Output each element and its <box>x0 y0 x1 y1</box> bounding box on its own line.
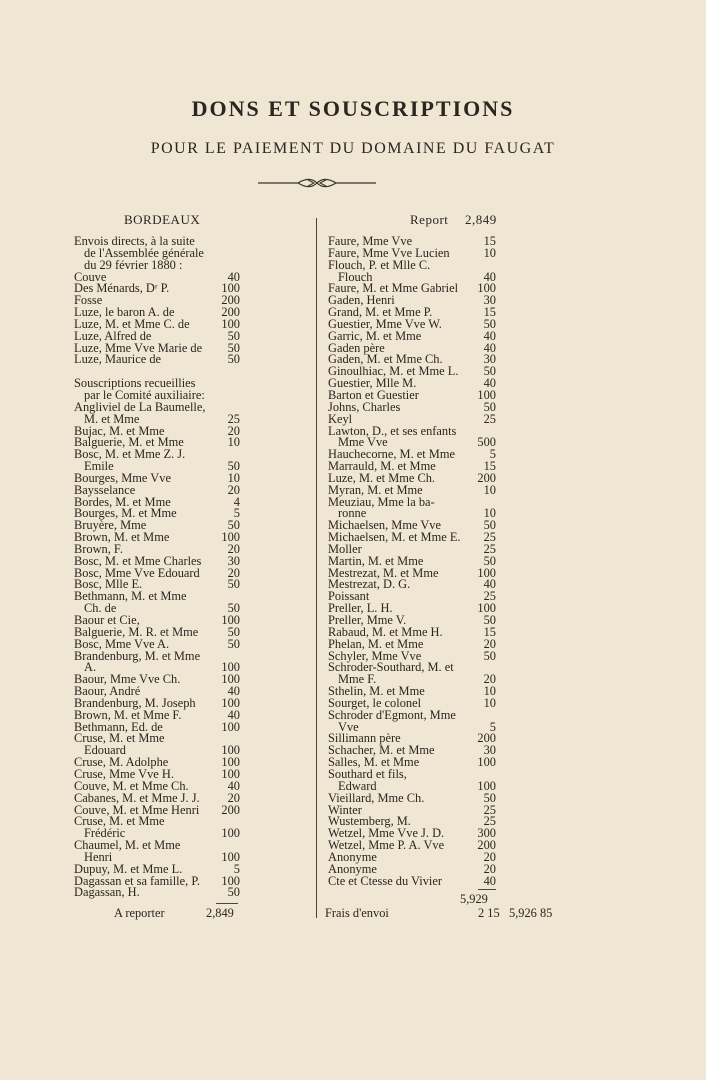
left-column-heading: BORDEAUX <box>124 212 201 227</box>
donor-name: Balguerie, M. et Mme <box>74 435 184 450</box>
donor-name: Sthelin, M. et Mme <box>328 684 425 699</box>
donor-name: Envois directs, à la suite <box>74 234 195 248</box>
donation-amount: 50 <box>483 553 496 568</box>
donor-name: Rabaud, M. et Mme H. <box>328 624 443 639</box>
donation-amount: 40 <box>227 684 240 699</box>
donation-amount: 25 <box>483 411 496 426</box>
donor-name: Couve, M. et Mme Henri <box>74 802 200 817</box>
donation-amount: 50 <box>227 352 240 367</box>
donor-name: Ginoulhiac, M. et Mme L. <box>328 364 459 379</box>
donor-name: par le Comité auxiliaire: <box>84 387 205 402</box>
donor-name: Martin, M. et Mme <box>328 553 424 568</box>
donation-amount: 100 <box>221 873 240 888</box>
donation-amount: 15 <box>483 459 496 474</box>
donation-amount: 50 <box>483 399 496 414</box>
donor-name: Cruse, Mme Vve H. <box>74 766 174 781</box>
donation-amount: 50 <box>227 340 240 355</box>
donor-name: Mestrezat, M. et Mme <box>328 565 439 580</box>
donor-name: Myran, M. et Mme <box>328 482 423 497</box>
donor-name: Faure, Mme Vve <box>328 234 413 248</box>
donation-amount: 200 <box>221 802 240 817</box>
donor-name: Michaelsen, M. et Mme E. <box>328 530 461 545</box>
left-total-rule <box>216 903 238 904</box>
donation-amount: 50 <box>483 648 496 663</box>
list-item <box>328 873 496 888</box>
donor-name: Luze, M. et Mme C. de <box>74 316 190 331</box>
donor-name: Salles, M. et Mme <box>328 755 420 770</box>
donor-name: Luze, Alfred de <box>74 328 152 343</box>
donation-amount: 25 <box>227 411 240 426</box>
donor-name: Dupuy, M. et Mme L. <box>74 861 183 876</box>
donation-amount: 50 <box>227 601 240 616</box>
donation-amount: 20 <box>227 423 240 438</box>
donor-name: Vve <box>338 719 359 734</box>
donor-name: Brandenburg, M. et Mme <box>74 648 201 663</box>
donation-amount: 5 <box>489 447 496 462</box>
donor-name: Dagassan et sa famille, P. <box>74 873 200 888</box>
donor-name: Gaden père <box>328 340 385 355</box>
column-divider <box>316 218 317 918</box>
donation-amount: 200 <box>477 731 496 746</box>
left-column <box>74 236 240 899</box>
donor-name: Bosc, Mme Vve A. <box>74 636 170 651</box>
donor-name: Guestier, Mme Vve W. <box>328 316 442 331</box>
donation-amount: 20 <box>483 849 496 864</box>
donor-name: Anonyme <box>328 861 377 876</box>
donation-amount: 50 <box>483 316 496 331</box>
donation-amount: 20 <box>483 672 496 687</box>
donor-name: Cruse, M. et Mme <box>74 814 165 829</box>
donation-amount: 40 <box>227 269 240 284</box>
donor-name: Keyl <box>328 411 353 426</box>
donation-amount: 15 <box>483 624 496 639</box>
donation-amount: 4 <box>233 494 240 509</box>
donation-amount: 10 <box>227 435 240 450</box>
donor-name: Edward <box>338 778 377 793</box>
donor-name: Bethmann, M. et Mme <box>74 589 187 604</box>
donation-amount: 30 <box>483 293 496 308</box>
donor-name: Cabanes, M. et Mme J. J. <box>74 790 200 805</box>
donor-name: ronne <box>338 506 367 521</box>
donor-name: Bourges, M. et Mme <box>74 506 177 521</box>
donation-amount: 200 <box>221 293 240 308</box>
right-subtotal: 5,929 <box>460 892 488 906</box>
donation-amount: 20 <box>483 861 496 876</box>
donation-amount: 30 <box>483 352 496 367</box>
donor-name: Baysselance <box>74 482 136 497</box>
donor-name: Henri <box>84 849 113 864</box>
donation-amount: 500 <box>477 435 496 450</box>
donor-name: Sillimann père <box>328 731 401 746</box>
page-subtitle: POUR LE PAIEMENT DU DOMAINE DU FAUGAT <box>150 140 556 157</box>
donation-amount: 100 <box>221 743 240 758</box>
donor-name: Brandenburg, M. Joseph <box>74 695 196 710</box>
donor-name: Cruse, M. et Mme <box>74 731 165 746</box>
donation-amount: 100 <box>221 849 240 864</box>
donation-amount: 100 <box>221 316 240 331</box>
donation-amount: 15 <box>483 305 496 320</box>
donation-amount: 100 <box>477 565 496 580</box>
donor-name: Luze, M. et Mme Ch. <box>328 470 436 485</box>
donor-name: Schyler, Mme Vve <box>328 648 422 663</box>
list-item <box>74 354 240 366</box>
donation-amount: 50 <box>483 790 496 805</box>
donor-name: Bosc, M. et Mme Charles <box>74 553 202 568</box>
donation-amount: 100 <box>221 660 240 675</box>
donor-name: Souscriptions recueillies <box>74 376 196 391</box>
donor-name: Luze, Maurice de <box>74 352 162 367</box>
donor-name: Couve <box>74 269 107 284</box>
donor-name: Bosc, Mlle E. <box>74 577 143 592</box>
donor-name: Grand, M. et Mme P. <box>328 305 433 320</box>
donation-amount: 50 <box>227 636 240 651</box>
donation-amount: 100 <box>477 755 496 770</box>
donor-name: Baour, Mme Vve Ch. <box>74 672 181 687</box>
list-item <box>74 887 240 899</box>
donor-name: Schroder-Southard, M. et <box>328 660 454 675</box>
donor-name: Bruyère, Mme <box>74 518 147 533</box>
donation-amount: 40 <box>483 376 496 391</box>
donor-name: Flouch, P. et Mlle C. <box>328 257 431 272</box>
donation-amount: 50 <box>483 364 496 379</box>
donation-amount: 100 <box>221 695 240 710</box>
donation-amount: 10 <box>483 684 496 699</box>
donor-name: Barton et Guestier <box>328 387 419 402</box>
donor-name: Mme Vve <box>338 435 388 450</box>
donor-name: Luze, Mme Vve Marie de <box>74 340 203 355</box>
donor-name: M. et Mme <box>84 411 140 426</box>
list-item <box>74 648 240 663</box>
donor-name: Schroder d'Egmont, Mme <box>328 707 456 722</box>
donation-amount: 50 <box>483 613 496 627</box>
donor-name: Balguerie, M. R. et Mme <box>74 624 199 639</box>
donor-name: Faure, Mme Vve Lucien <box>328 245 450 260</box>
donor-name: Des Ménards, Dʳ P. <box>74 281 170 296</box>
donor-name: Anonyme <box>328 849 377 864</box>
donation-amount: 25 <box>483 530 496 545</box>
donor-name: Wetzel, Mme Vve J. D. <box>328 826 445 841</box>
donation-amount: 15 <box>483 234 496 248</box>
donor-name: Brown, M. et Mme F. <box>74 707 182 722</box>
donation-amount: 10 <box>483 506 496 521</box>
donation-amount: 5 <box>233 506 240 521</box>
donation-amount: 50 <box>227 577 240 592</box>
donation-amount: 200 <box>221 305 240 320</box>
donor-name: Cruse, M. Adolphe <box>74 755 169 770</box>
donor-name: Mestrezat, D. G. <box>328 577 411 592</box>
donation-amount: 100 <box>221 281 240 296</box>
donor-name: Garric, M. et Mme <box>328 328 422 343</box>
donor-name: Edouard <box>84 743 126 758</box>
donor-name: Sourget, le colonel <box>328 695 422 710</box>
donor-name: Wetzel, Mme P. A. Vve <box>328 838 445 853</box>
donor-name: Moller <box>328 541 362 556</box>
donation-amount: 10 <box>483 695 496 710</box>
donation-amount: 5 <box>233 861 240 876</box>
donation-amount: 300 <box>477 826 496 841</box>
donor-name: Baour et Cie, <box>74 613 140 627</box>
donor-name: Chaumel, M. et Mme <box>74 838 181 853</box>
ornament-divider-icon <box>258 176 376 190</box>
carry-label: A reporter <box>114 906 165 920</box>
donor-name: Faure, M. et Mme Gabriel <box>328 281 459 296</box>
donor-name: Luze, le baron A. de <box>74 305 175 320</box>
donation-amount: 30 <box>227 553 240 568</box>
donor-name: Southard et fils, <box>328 766 407 781</box>
donor-name: Bosc, Mme Vve Edouard <box>74 565 200 580</box>
donation-amount: 100 <box>477 387 496 402</box>
donor-name: Emile <box>84 459 114 474</box>
donation-amount: 40 <box>483 269 496 284</box>
donation-amount: 30 <box>483 743 496 758</box>
donor-name: A. <box>84 660 97 675</box>
donor-name: Guestier, Mlle M. <box>328 376 417 391</box>
donor-name: Michaelsen, Mme Vve <box>328 518 441 533</box>
donor-name: Preller, Mme V. <box>328 613 407 627</box>
donor-name: Brown, M. et Mme <box>74 530 170 545</box>
fees-amount: 2 15 <box>478 906 500 920</box>
donor-name: Bosc, M. et Mme Z. J. <box>74 447 186 462</box>
donor-name: Bujac, M. et Mme <box>74 423 165 438</box>
donation-amount: 100 <box>221 755 240 770</box>
donor-name: Gaden, M. et Mme Ch. <box>328 352 443 367</box>
donation-amount: 20 <box>227 565 240 580</box>
donor-name: Angliviel de La Baumelle, <box>74 399 206 414</box>
donation-amount: 50 <box>483 518 496 533</box>
net-total: 5,926 85 <box>509 906 553 920</box>
donation-amount: 10 <box>227 470 240 485</box>
donation-amount: 40 <box>483 340 496 355</box>
donation-amount: 100 <box>477 778 496 793</box>
donor-name: Winter <box>328 802 362 817</box>
donor-name: Bordes, M. et Mme <box>74 494 171 509</box>
donor-name: Vieillard, Mme Ch. <box>328 790 425 805</box>
carry-amount: 2,849 <box>206 906 234 920</box>
donor-name: Johns, Charles <box>328 399 401 414</box>
donor-name: Frédéric <box>84 826 126 841</box>
donation-amount: 40 <box>483 328 496 343</box>
page-title: DONS ET SOUSCRIPTIONS <box>191 96 515 121</box>
donation-amount: 100 <box>221 530 240 545</box>
donation-amount: 100 <box>221 672 240 687</box>
donation-amount: 40 <box>483 577 496 592</box>
donor-name: Brown, F. <box>74 541 123 556</box>
donor-name: Cte et Ctesse du Vivier <box>328 873 442 888</box>
donor-name: Flouch <box>338 269 373 284</box>
donor-name: Phelan, M. et Mme <box>328 636 424 651</box>
donation-amount: 50 <box>227 328 240 343</box>
donor-name: Wustemberg, M. <box>328 814 411 829</box>
donor-name: Preller, L. H. <box>328 601 393 616</box>
donor-name: Gaden, Henri <box>328 293 395 308</box>
donor-name: Marrauld, M. et Mme <box>328 459 436 474</box>
donor-name: Hauchecorne, M. et Mme <box>328 447 455 462</box>
fees-label: Frais d'envoi <box>325 906 389 920</box>
donor-name: Baour, André <box>74 684 141 699</box>
donation-amount: 50 <box>227 459 240 474</box>
donation-amount: 25 <box>483 589 496 604</box>
donation-amount: 100 <box>477 601 496 616</box>
donation-amount: 25 <box>483 814 496 829</box>
donation-amount: 25 <box>483 541 496 556</box>
donor-name: Poissant <box>328 589 370 604</box>
donation-amount: 50 <box>227 518 240 533</box>
donation-amount: 100 <box>477 281 496 296</box>
right-column <box>328 236 496 887</box>
report-label: Report <box>410 212 449 227</box>
donor-name: Bethmann, Ed. de <box>74 719 163 734</box>
donor-name: Lawton, D., et ses enfants <box>328 423 457 438</box>
donor-name: Fosse <box>74 293 103 308</box>
donation-amount: 10 <box>483 482 496 497</box>
donation-amount: 20 <box>227 482 240 497</box>
donation-amount: 50 <box>227 885 240 900</box>
donation-amount: 20 <box>227 541 240 556</box>
donation-amount: 40 <box>227 778 240 793</box>
donor-name: du 29 février 1880 : <box>84 257 183 272</box>
donor-name: Dagassan, H. <box>74 885 140 900</box>
donor-name: Bourges, Mme Vve <box>74 470 171 485</box>
donation-amount: 100 <box>221 613 240 627</box>
donor-name: Ch. de <box>84 601 117 616</box>
donation-amount: 40 <box>483 873 496 888</box>
donation-amount: 40 <box>227 707 240 722</box>
list-item <box>328 399 496 414</box>
donation-amount: 100 <box>221 826 240 841</box>
donation-amount: 50 <box>227 624 240 639</box>
donation-amount: 10 <box>483 245 496 260</box>
donation-amount: 200 <box>477 470 496 485</box>
donation-amount: 100 <box>221 766 240 781</box>
donation-amount: 20 <box>227 790 240 805</box>
donation-amount: 5 <box>489 719 496 734</box>
donor-name: Mme F. <box>338 672 377 687</box>
donation-amount: 200 <box>477 838 496 853</box>
donor-name: de l'Assemblée générale <box>84 245 204 260</box>
donation-amount: 20 <box>483 636 496 651</box>
report-amount: 2,849 <box>465 212 497 227</box>
right-total-rule <box>478 889 496 890</box>
donor-name: Couve, M. et Mme Ch. <box>74 778 189 793</box>
donation-amount: 100 <box>221 719 240 734</box>
donation-amount: 25 <box>483 802 496 817</box>
donor-name: Meuziau, Mme la ba- <box>328 494 435 509</box>
donor-name: Schacher, M. et Mme <box>328 743 435 758</box>
